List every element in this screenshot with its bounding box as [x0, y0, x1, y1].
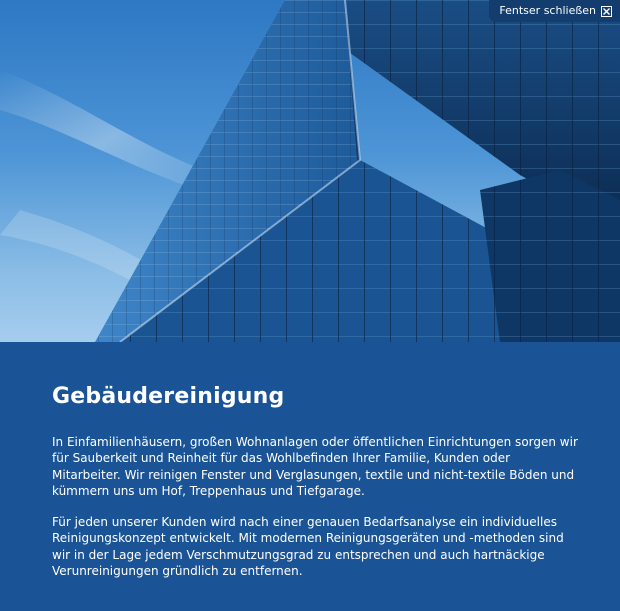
paragraph-concept: Für jeden unserer Kunden wird nach einer genauen Bedarfsanalyse ein individuelles Reinigungskonzept entwickelt. Mit modernen Reinigungsgeräten und -methoden sind wir in der Lage jedem Verschmutzungsgrad zu entsprechen und auch hartnäckige Verunreinigungen gründlich zu entfernen. [52, 515, 564, 578]
close-button-label: Fentser schließen [499, 4, 596, 17]
content-panel [0, 342, 620, 611]
close-icon[interactable] [601, 6, 612, 17]
close-window-button[interactable] [489, 0, 620, 22]
paragraph-intro: In Einfamilienhäusern, großen Wohnanlagen oder öffentlichen Einrichtungen sorgen wir für Sauberkeit und Reinheit für das Wohlbefinden Ihrer Familie, Kunden oder Mitarbeiter. Wir reinigen Fenster und Verglasungen, textile und nicht-textile Böden und kümmern uns um Hof, Treppenhaus und Tiefgarage. [52, 435, 578, 498]
page-title: Gebäudereinigung [52, 384, 285, 409]
